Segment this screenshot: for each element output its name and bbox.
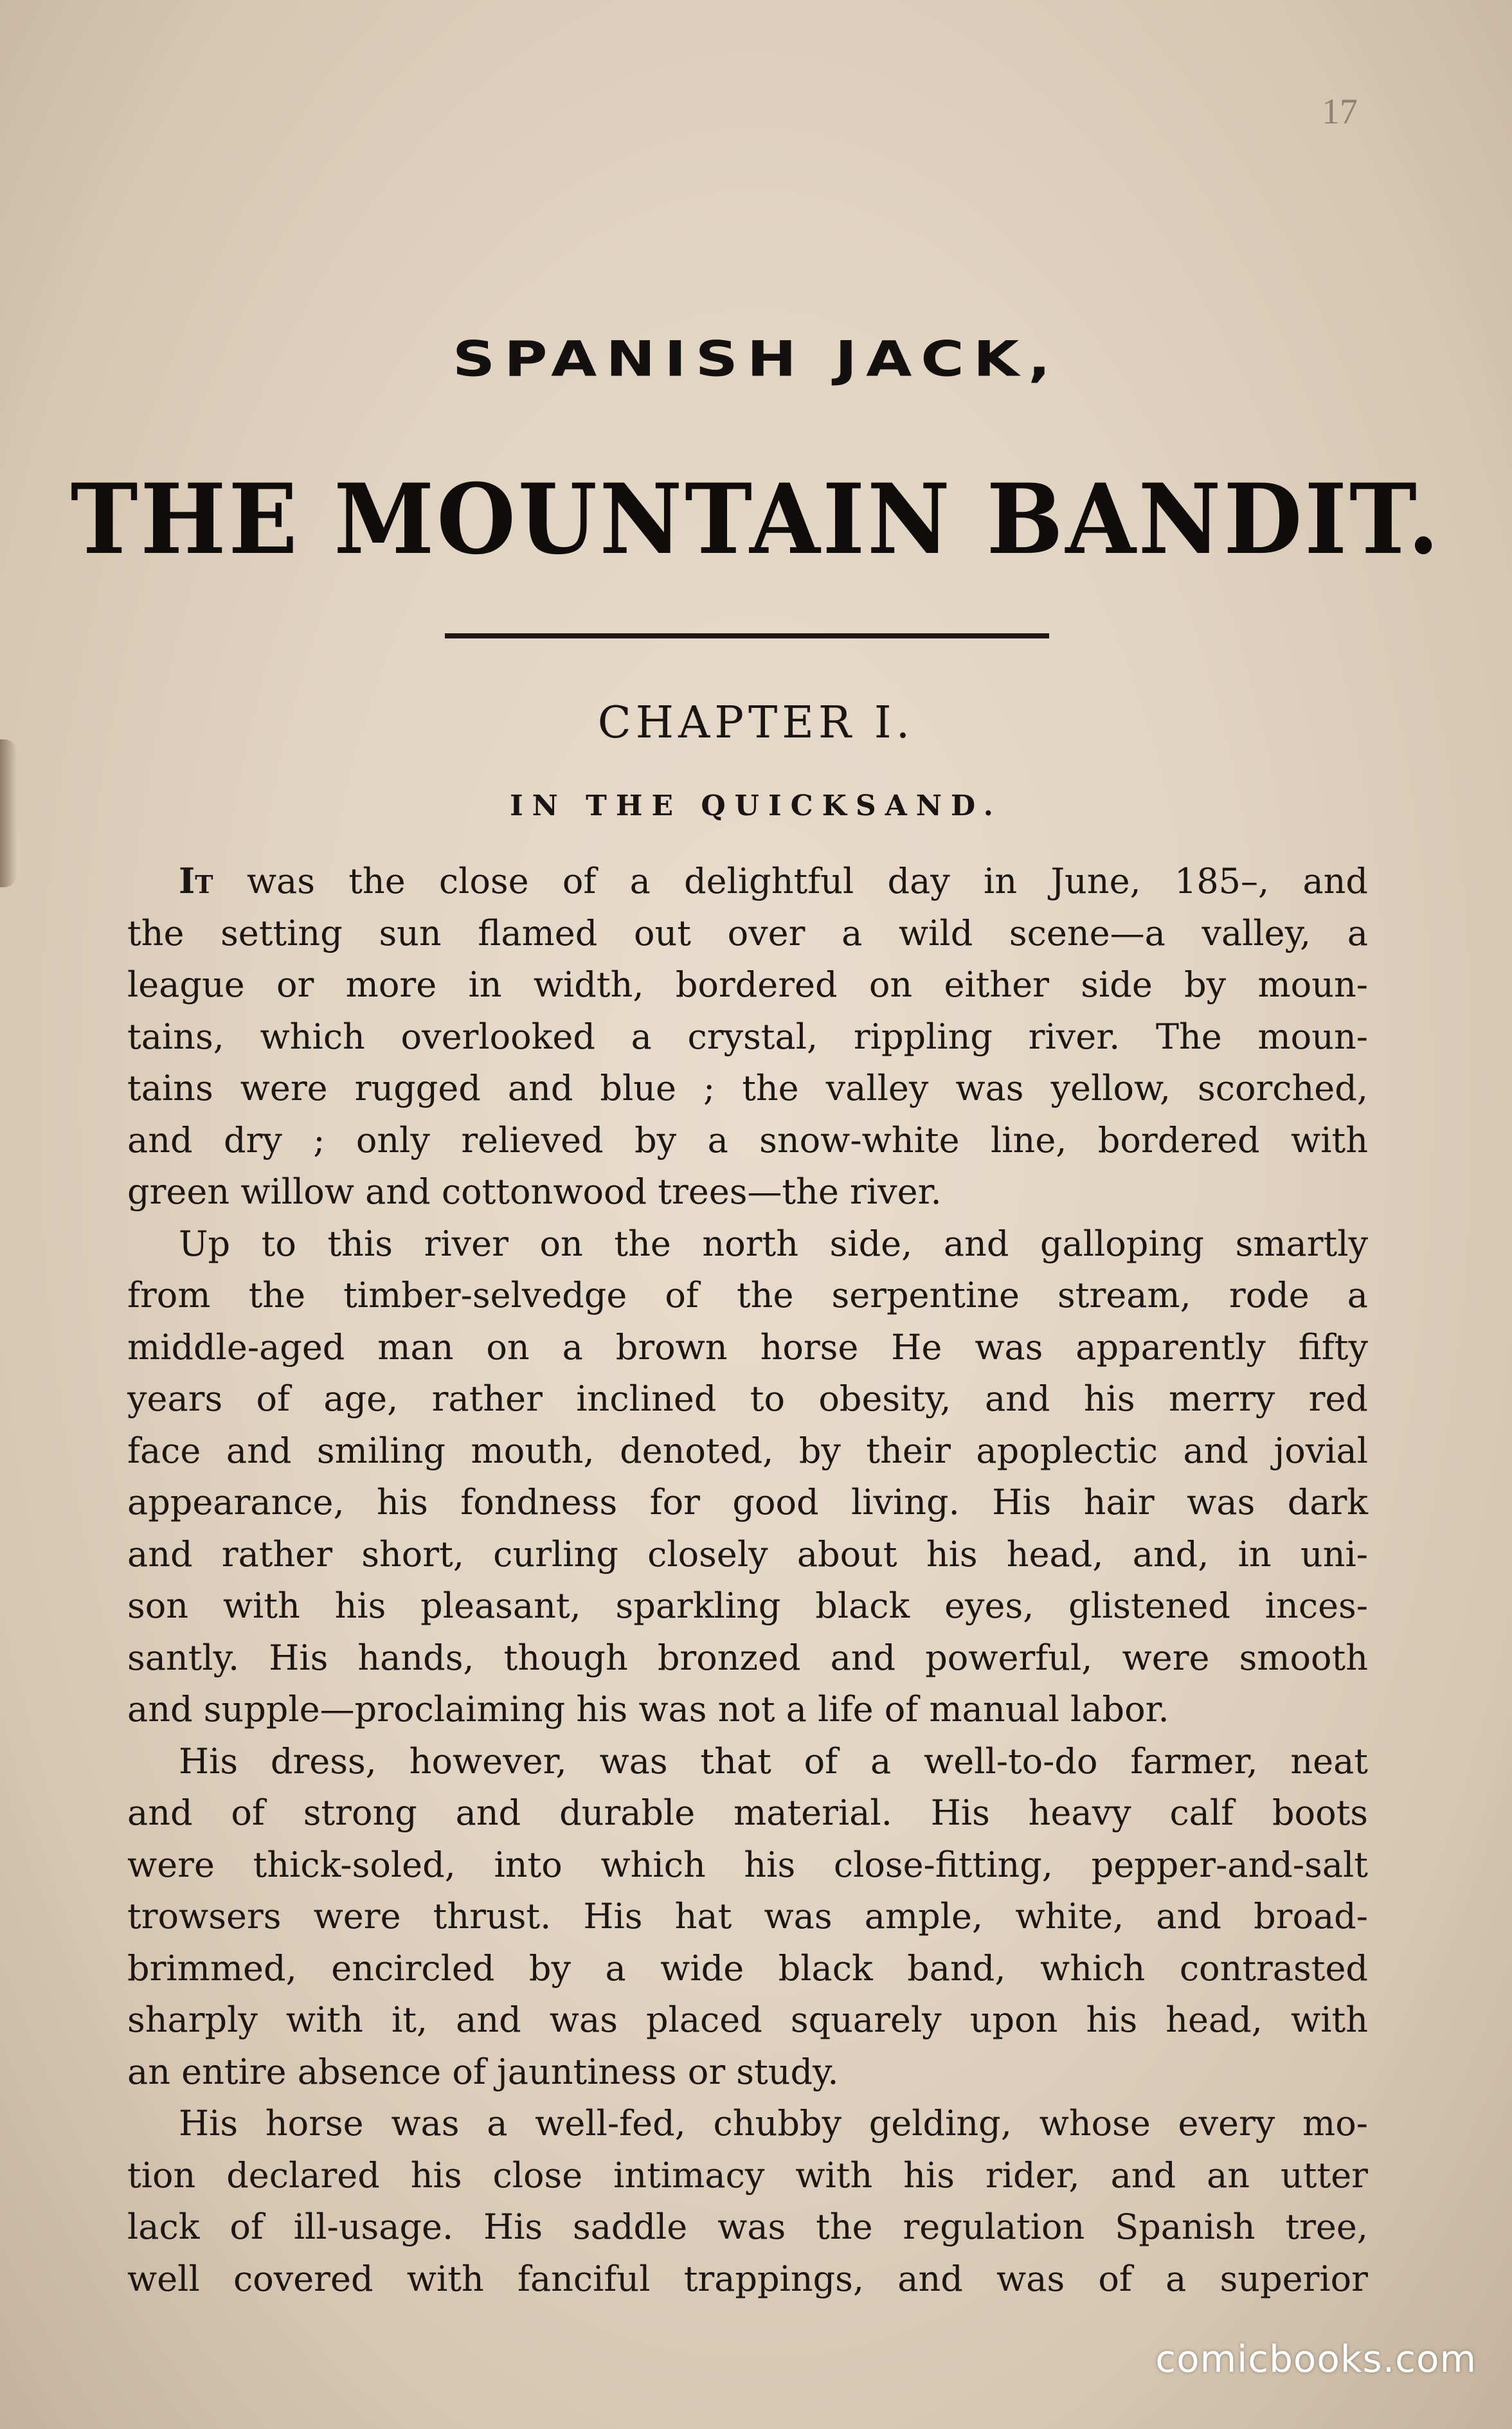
- text-line: His horse was a well-fed, chubby gelding, whose every mo-: [179, 2103, 1368, 2144]
- text-line: years of age, rather inclined to obesity, and his merry red: [127, 1378, 1368, 1419]
- text-line: santly. His hands, though bronzed and powerful, were smooth: [127, 1637, 1368, 1678]
- text-line: middle-aged man on a brown horse He was apparently fifty: [127, 1326, 1368, 1368]
- text-line: and rather short, curling closely about his head, and, in uni-: [127, 1533, 1368, 1575]
- site-watermark: comicbooks.com: [1155, 2337, 1477, 2381]
- text-line: trowsers were thrust. His hat was ample, white, and broad-: [127, 1896, 1368, 1937]
- text-line: It was the close of a delightful day in June, 185–, and: [179, 860, 1368, 901]
- chapter-heading: CHAPTER I.: [597, 698, 915, 748]
- title-rule-divider: [445, 633, 1049, 638]
- text-line: and of strong and durable material. His heavy calf boots: [127, 1792, 1368, 1833]
- text-line: sharply with it, and was placed squarely upon his head, with: [127, 2000, 1368, 2040]
- main-title: THE MOUNTAIN BANDIT.: [70, 463, 1442, 576]
- chapter-subtitle: IN THE QUICKSAND.: [510, 790, 1002, 822]
- text-line: well covered with fanciful trappings, and was of a superior: [127, 2258, 1368, 2299]
- text-line: from the timber-selvedge of the serpentine stream, rode a: [127, 1275, 1368, 1315]
- text-line: tains were rugged and blue ; the valley was yellow, scorched,: [127, 1068, 1368, 1108]
- body-text: [127, 855, 1368, 2305]
- text-line: an entire absence of jauntiness or study.: [127, 2051, 839, 2092]
- text-line: brimmed, encircled by a wide black band, which contrasted: [127, 1947, 1368, 1989]
- page-number: 17: [1322, 92, 1358, 132]
- text-line: face and smiling mouth, denoted, by their apoplectic and jovial: [127, 1430, 1368, 1471]
- text-line: green willow and cottonwood trees—the river.: [127, 1171, 942, 1212]
- text-line: the setting sun flamed out over a wild scene—a valley, a: [127, 912, 1368, 953]
- text-line: and supple—proclaiming his was not a life of manual labor.: [127, 1689, 1169, 1729]
- text-line: His dress, however, was that of a well-to-do farmer, neat: [179, 1740, 1368, 1782]
- text-line: league or more in width, bordered on either side by moun-: [127, 964, 1368, 1005]
- text-line: son with his pleasant, sparkling black eyes, glistened inces-: [127, 1585, 1368, 1626]
- text-line: Up to this river on the north side, and galloping smartly: [179, 1223, 1368, 1264]
- text-line: and dry ; only relieved by a snow-white line, bordered with: [127, 1119, 1368, 1160]
- text-line: appearance, his fondness for good living. His hair was dark: [127, 1482, 1368, 1522]
- text-line: tains, which overlooked a crystal, rippling river. The moun-: [127, 1016, 1368, 1057]
- text-line: were thick-soled, into which his close-fitting, pepper-and-salt: [127, 1844, 1368, 1885]
- drop-lead-word: It: [179, 860, 213, 901]
- series-title: SPANISH JACK,: [452, 330, 1060, 388]
- text-line: lack of ill-usage. His saddle was the regulation Spanish tree,: [127, 2207, 1368, 2247]
- text-line: tion declared his close intimacy with his rider, and an utter: [127, 2154, 1368, 2196]
